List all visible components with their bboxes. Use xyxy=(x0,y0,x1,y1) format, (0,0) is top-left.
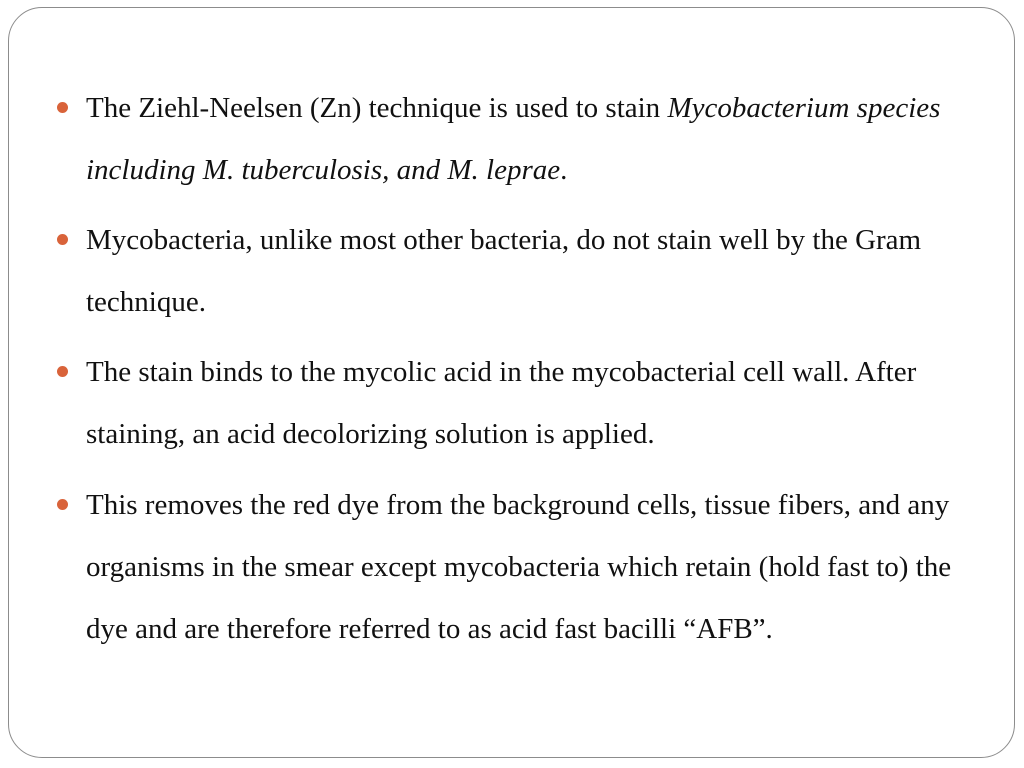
bullet-item xyxy=(57,341,967,465)
bullet-item xyxy=(57,77,967,201)
slide-frame xyxy=(8,7,1015,758)
bullet-item xyxy=(57,209,967,333)
bullet-item xyxy=(57,474,967,660)
bullet-text-italic: Mycobacterium species including M. tuberculosis, and M. leprae xyxy=(86,92,941,186)
bullet-text xyxy=(86,77,967,201)
bullet-dot-icon xyxy=(57,499,68,510)
bullet-dot-icon xyxy=(57,234,68,245)
bullet-text: Mycobacteria, unlike most other bacteria, do not stain well by the Gram technique. xyxy=(86,224,922,318)
bullet-dot-icon xyxy=(57,102,68,113)
bullet-text: This removes the red dye from the background cells, tissue fibers, and any organisms in the smear except mycobacteria which retain (hold fast to) the dye and are therefore referred to as acid fast bacilli “AFB”. xyxy=(86,489,952,645)
bullet-text-regular: The Ziehl-Neelsen (Zn) technique is used to stain xyxy=(86,92,668,124)
bullet-text: The stain binds to the mycolic acid in the mycobacterial cell wall. After staining, an acid decolorizing solution is applied. xyxy=(86,356,917,450)
bullet-dot-icon xyxy=(57,366,68,377)
bullet-text-end: . xyxy=(560,154,568,186)
